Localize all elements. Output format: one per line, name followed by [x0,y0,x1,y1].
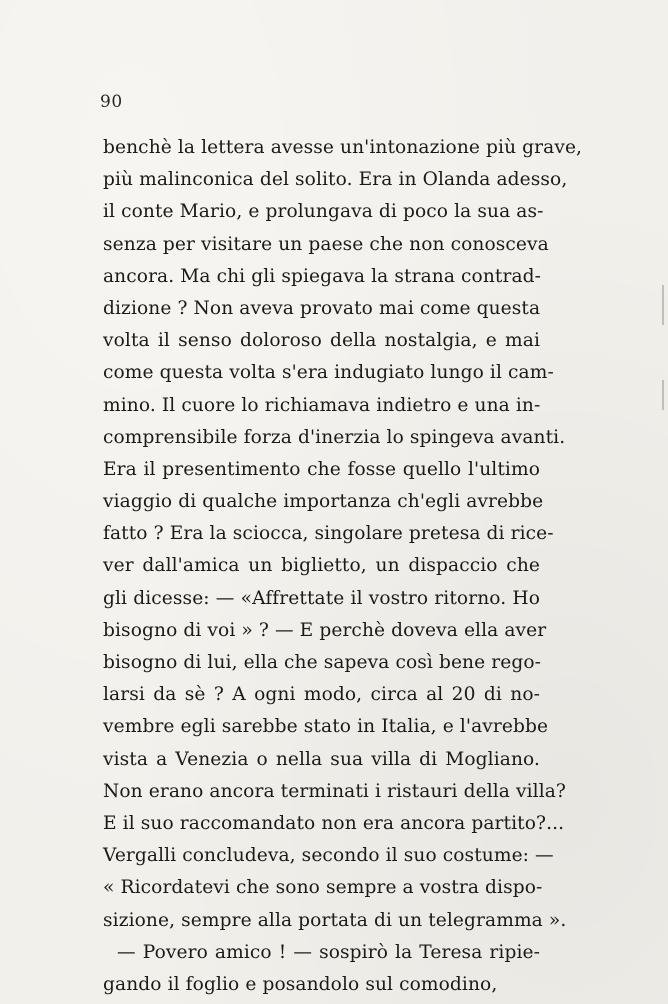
text-line: vista a Venezia o nella sua villa di Mogliano. [103,748,540,770]
text-line: — Povero amico ! — sospirò la Teresa ripie- [117,941,540,963]
text-line: benchè la lettera avesse un'intonazione più grave, [103,137,583,158]
text-line: viaggio di qualche importanza ch'egli avrebbe [103,491,544,513]
text-line: larsi da sè ? A ogni modo, circa al 20 di no- [103,684,540,706]
text-line: dizione ? Non aveva provato mai come questa [103,297,541,319]
text-line: senza per visitare un paese che non conosceva [103,233,549,255]
text-line: il conte Mario, e prolungava di poco la sua as- [103,201,544,223]
page-edge-mark [662,285,664,325]
text-line: gli dicesse: — «Affrettate il vostro ritorno. Ho [103,587,540,609]
text-line: « Ricordatevi che sono sempre a vostra dispo- [103,877,543,899]
text-line: fatto ? Era la sciocca, singolare pretesa di rice- [103,523,554,545]
text-line: più malinconica del solito. Era in Olanda adesso, [103,169,568,191]
text-line: E il suo raccomandato non era ancora partito?... [103,812,565,834]
body-text [103,132,583,1001]
text-line: vembre egli sarebbe stato in Italia, e l'avrebbe [103,716,549,738]
text-line: Era il presentimento che fosse quello l'ultimo [103,458,540,480]
text-line: volta il senso doloroso della nostalgia, e mai [103,330,540,352]
text-line: mino. Il cuore lo richiamava indietro e una in- [103,394,541,416]
text-line: ver dall'amica un biglietto, un dispaccio che [103,555,540,577]
text-line: bisogno di voi » ? — E perchè doveva ella aver [103,619,547,641]
text-line: comprensibile forza d'inerzia lo spingeva avanti. [103,426,566,448]
text-line: gando il foglio e posandolo sul comodino, [103,973,498,995]
text-line: ancora. Ma chi gli spiegava la strana contrad- [103,265,542,287]
page-number: 90 [100,92,123,112]
text-line: sizione, sempre alla portata di un telegramma ». [103,909,567,931]
text-line: Non erano ancora terminati i ristauri della villa? [103,780,566,802]
text-line: come questa volta s'era indugiato lungo il cam- [103,362,554,384]
text-line: Vergalli concludeva, secondo il suo costume: — [103,845,554,867]
page-edge-mark [662,380,664,410]
text-line: bisogno di lui, ella che sapeva così bene rego- [103,652,542,673]
